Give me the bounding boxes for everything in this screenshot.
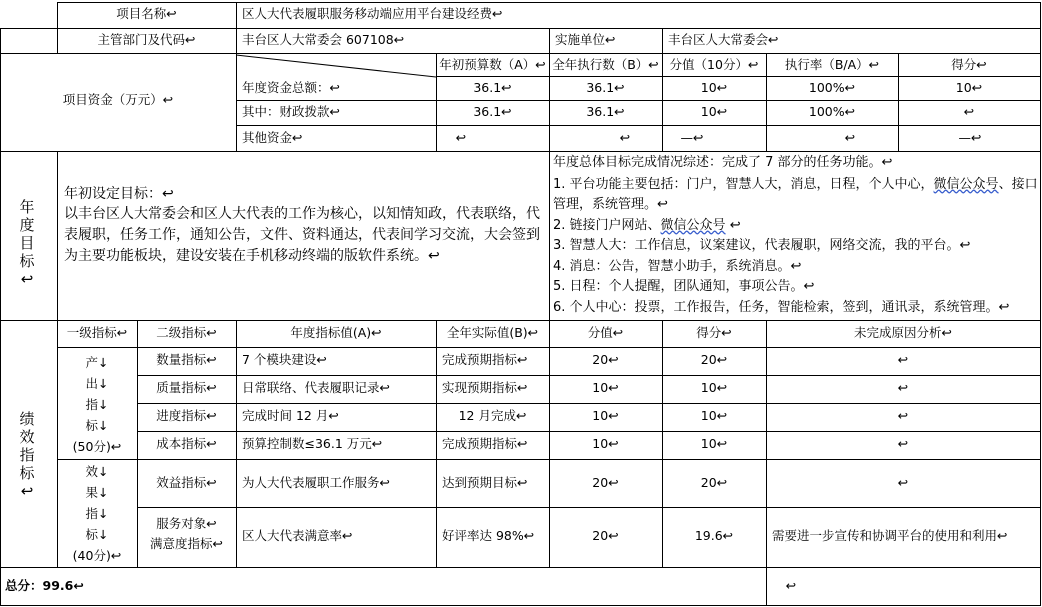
perf-row-quality-target: 日常联络、代表履职记录↩ — [242, 380, 390, 395]
perf-row-progress-score: 10↩ — [700, 408, 728, 423]
implementing-unit-value: 丰台区人大常委会↩ — [668, 32, 779, 47]
perf-row-satisfaction-score: 19.6↩ — [694, 528, 734, 543]
perf-row-quality-actual: 实现预期指标↩ — [442, 380, 528, 395]
perf-header-primary: 一级指标↩ — [66, 325, 128, 340]
funds-row-total-score-value: 10↩ — [700, 80, 728, 95]
funds-col-budget: 年初预算数（A）↩ — [439, 57, 546, 72]
grid-line — [137, 375, 1041, 376]
grid-line — [1040, 2, 1041, 606]
funds-col-score-value: 分值（10分）↩ — [669, 57, 759, 72]
annual-goal-set-body: 以丰台区人大常委会和区人大代表的工作为核心，以知情知政，代表联络，代表履职，任务工作，通知公告，文件、资料通达，代表间学习交流，大会签到为主要功能板块，建设安装在手机移动终端的版软件系统。↩ — [64, 206, 540, 264]
perf-row-cost-target: 预算控制数≤36.1 万元↩ — [242, 436, 383, 451]
grid-line — [137, 431, 1041, 432]
header-diagonal-line — [236, 54, 436, 78]
funds-row-total-budget: 36.1↩ — [473, 80, 512, 95]
perf-row-benefit-reason: ↩ — [897, 475, 909, 490]
perf-row-progress-actual: 12 月完成↩ — [458, 408, 527, 423]
perf-row-benefit-actual: 达到预期目标↩ — [442, 475, 528, 490]
department-value: 丰台区人大常委会 607108↩ — [242, 32, 405, 47]
funds-col-score: 得分↩ — [951, 57, 987, 72]
perf-header-score: 得分↩ — [696, 325, 732, 340]
funds-row-other-rate: ↩ — [844, 130, 856, 145]
perf-row-satisfaction-reason: 需要进一步宣传和协调平台的使用和利用↩ — [772, 528, 1008, 543]
project-funds-label: 项目资金（万元）↩ — [62, 92, 174, 107]
perf-row-quality-value: 10↩ — [592, 380, 619, 395]
perf-row-benefit-secondary: 效益指标↩ — [156, 475, 217, 490]
grid-line — [0, 53, 1041, 54]
funds-row-fiscal-score: ↩ — [963, 104, 975, 119]
summary-item-text: 6. 个人中心：投票，工作报告，任务，智能检索，签到，通讯录，系统管理。↩ — [553, 299, 1010, 315]
perf-row-satisfaction-target: 区人大代表满意率↩ — [242, 528, 353, 543]
annual-goal-summary-list — [553, 175, 1040, 319]
perf-header-actual: 全年实际值(B)↩ — [446, 325, 539, 340]
project-name-label: 项目名称↩ — [116, 6, 177, 21]
funds-row-fiscal-rate: 100%↩ — [808, 104, 856, 119]
summary-item-text: 3. 智慧人大：工作信息，议案建议，代表履职，网络交流，我的平台。↩ — [553, 238, 971, 253]
grid-line — [0, 567, 1041, 568]
funds-row-total-score: 10↩ — [955, 80, 983, 95]
perf-row-quantity-value: 20↩ — [592, 352, 619, 367]
performance-side-label: 绩效指标↩ — [19, 410, 35, 500]
funds-row-other-score: —↩ — [958, 130, 982, 145]
output-indicator-group: 产↓ 出↓ 指↓ 标↓ (50分)↩ — [72, 355, 122, 454]
perf-row-cost-value: 10↩ — [592, 436, 619, 451]
summary-list-item — [553, 277, 1040, 298]
funds-row-fiscal-score-value: 10↩ — [700, 104, 728, 119]
summary-item-text-tail: ↩ — [725, 217, 741, 233]
perf-row-quantity-target: 7 个模块建设↩ — [242, 352, 327, 367]
grid-line — [0, 28, 1041, 29]
summary-item-link-text: 微信公众号 — [660, 217, 726, 233]
implementing-unit-label: 实施单位↩ — [555, 32, 616, 47]
funds-col-executed: 全年执行数（B）↩ — [552, 57, 659, 72]
annual-goal-side-label: 年度目标↩ — [19, 198, 35, 288]
annual-goal-summary — [553, 153, 1040, 319]
grid-line — [549, 151, 550, 321]
effect-indicator-group: 效↓ 果↓ 指↓ 标↓ (40分)↩ — [72, 464, 122, 563]
perf-row-cost-score: 10↩ — [700, 436, 728, 451]
grid-line — [236, 125, 1041, 126]
grid-line — [236, 100, 1041, 101]
perf-row-quantity-score: 20↩ — [700, 352, 728, 367]
perf-row-progress-reason: ↩ — [897, 408, 909, 423]
summary-list-item — [553, 175, 1040, 216]
summary-list-item — [553, 257, 1040, 278]
funds-row-other-budget: ↩ — [455, 130, 467, 145]
funds-row-other-name: 其他资金↩ — [242, 130, 303, 145]
summary-item-link-text: 微信公众号 — [933, 176, 999, 192]
funds-col-rate: 执行率（B/A）↩ — [784, 57, 880, 72]
perf-row-quality-secondary: 质量指标↩ — [156, 380, 217, 395]
grid-line — [0, 28, 1, 606]
perf-row-progress-target: 完成时间 12 月↩ — [242, 408, 339, 423]
summary-list-item — [553, 236, 1040, 257]
funds-row-fiscal-budget: 36.1↩ — [473, 104, 512, 119]
perf-row-quantity-secondary: 数量指标↩ — [156, 352, 217, 367]
grid-line — [57, 2, 1041, 3]
summary-item-text: 2. 链接门户网站、 — [553, 217, 661, 233]
summary-list-item — [553, 298, 1040, 319]
funds-row-fiscal-name: 其中：财政拨款↩ — [242, 104, 340, 119]
funds-row-total-rate: 100%↩ — [808, 80, 856, 95]
summary-item-text-tail: 、接口管理，系统管理。↩ — [553, 176, 1038, 212]
perf-row-quantity-reason: ↩ — [897, 352, 909, 367]
perf-row-quality-reason: ↩ — [897, 380, 909, 395]
perf-row-benefit-value: 20↩ — [592, 475, 619, 490]
perf-row-satisfaction-actual: 好评率达 98%↩ — [442, 528, 535, 543]
grid-line — [57, 151, 58, 568]
funds-row-other-score-value: —↩ — [680, 130, 704, 145]
perf-row-quantity-actual: 完成预期指标↩ — [442, 352, 528, 367]
perf-header-secondary: 二级指标↩ — [156, 325, 217, 340]
summary-item-text: 5. 日程：个人提醒，团队通知，事项公告。↩ — [553, 279, 815, 294]
project-name-value: 区人大代表履职服务移动端应用平台建设经费↩ — [242, 6, 503, 21]
perf-header-reason: 未完成原因分析↩ — [854, 325, 952, 340]
funds-row-total-name: 年度资金总额：↩ — [242, 80, 340, 95]
department-label: 主管部门及代码↩ — [97, 32, 196, 47]
perf-row-cost-actual: 完成预期指标↩ — [442, 436, 528, 451]
grid-line — [137, 403, 1041, 404]
annual-goal-set-title: 年初设定目标：↩ — [64, 186, 174, 202]
perf-row-benefit-target: 为人大代表履职工作服务↩ — [242, 475, 390, 490]
perf-header-value: 分值↩ — [587, 325, 624, 340]
perf-row-satisfaction-value: 20↩ — [592, 528, 619, 543]
grid-line — [137, 507, 1041, 508]
summary-item-text: 1. 平台功能主要包括：门户，智慧人大，消息，日程，个人中心， — [553, 176, 934, 192]
funds-row-other-executed: ↩ — [619, 130, 631, 145]
grid-line — [436, 76, 1041, 77]
funds-row-fiscal-executed: 36.1↩ — [586, 104, 625, 119]
perf-header-target: 年度指标值(A)↩ — [290, 325, 382, 340]
summary-item-text: 4. 消息：公告，智慧小助手，系统消息。↩ — [553, 258, 802, 274]
perf-row-satisfaction-secondary: 服务对象↩ 满意度指标↩ — [150, 516, 223, 551]
perf-row-benefit-score: 20↩ — [700, 475, 728, 490]
perf-row-quality-score: 10↩ — [700, 380, 728, 395]
total-note: ↩ — [785, 578, 797, 593]
annual-goal-summary-title: 年度总体目标完成情况综述：完成了 7 部分的任务功能。↩ — [553, 155, 893, 170]
grid-line — [0, 605, 1041, 606]
total-score: 总分：99.6↩ — [5, 578, 84, 593]
grid-line — [0, 151, 1041, 152]
perf-row-progress-secondary: 进度指标↩ — [156, 408, 217, 423]
perf-row-cost-reason: ↩ — [897, 436, 909, 451]
grid-line — [0, 320, 1041, 321]
perf-row-progress-value: 10↩ — [592, 408, 619, 423]
funds-row-total-executed: 36.1↩ — [586, 80, 625, 95]
summary-list-item — [553, 216, 1040, 237]
perf-row-cost-secondary: 成本指标↩ — [156, 436, 217, 451]
